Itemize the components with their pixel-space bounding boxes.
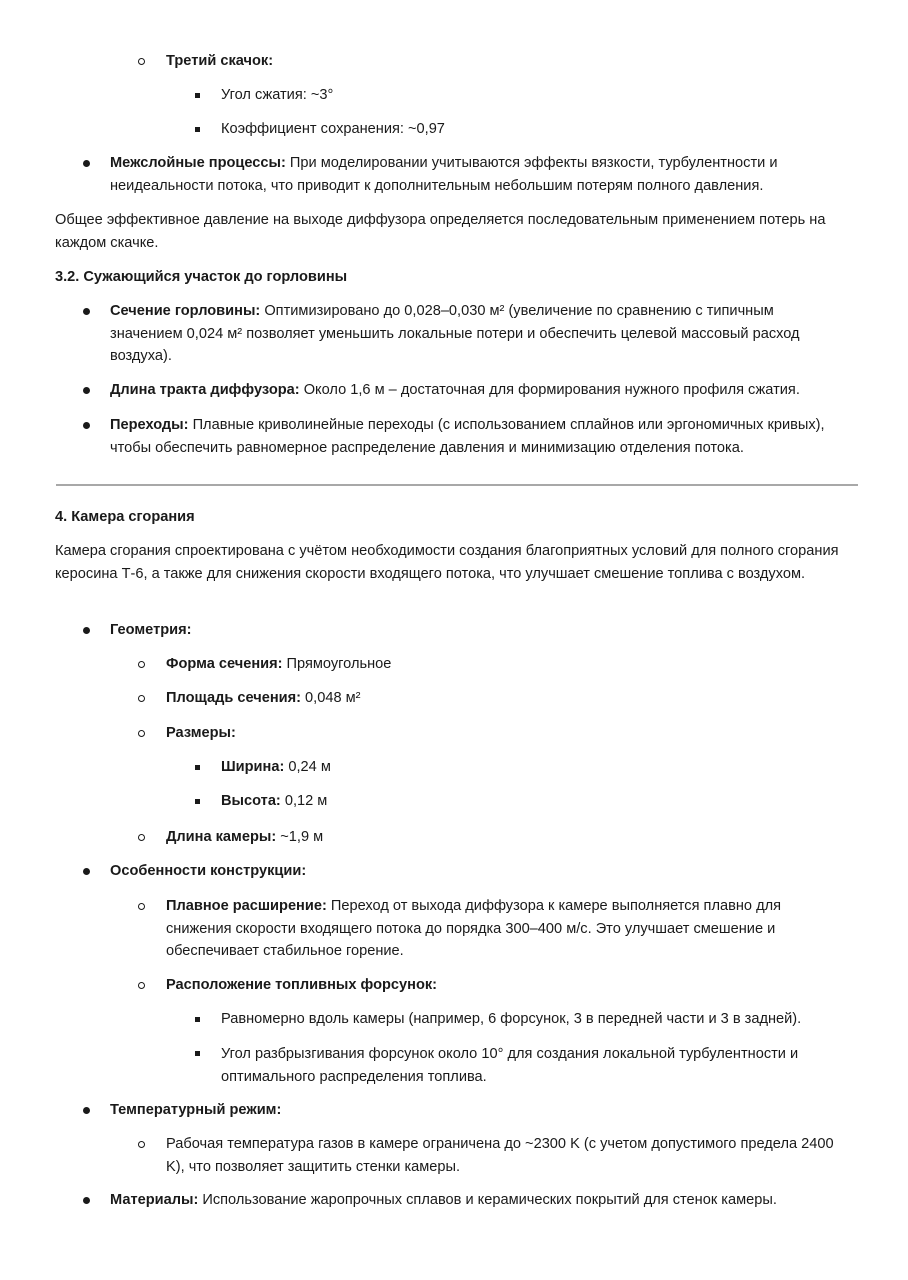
interlayer-label: Межслойные процессы: [110,155,286,171]
materials-label: Материалы: [110,1192,199,1208]
square-bullet-icon [195,127,200,132]
temperature-text: Рабочая температура газов в камере ограничена до ~2300 K (с учетом допустимого предела 2400 K), что позволяет защитить стенки камеры. [166,1136,834,1175]
circle-bullet-icon [138,982,145,989]
area-item [166,687,361,710]
jump3-angle: Угол сжатия: ~3° [221,87,334,103]
materials-item [110,1189,870,1212]
expansion-item [166,895,846,963]
section4-intro: Камера сгорания спроектирована с учётом необходимости создания благоприятных условий для полного сгорания керосина Т-6, а также для снижения скорости входящего потока, что улучшает смешение топлива с воздухом. [55,543,839,582]
jump3-title: Третий скачок: [166,53,274,69]
item-text: Около 1,6 м – достаточная для формирования нужного профиля сжатия. [299,382,800,398]
width-label: Ширина: [221,759,285,775]
disc-bullet-icon [83,387,90,394]
interlayer-item [110,152,840,197]
horizontal-divider [56,484,858,486]
square-bullet-icon [195,799,200,804]
disc-bullet-icon [83,160,90,167]
disc-bullet-icon [83,1197,90,1204]
section32-item [110,300,850,368]
length-item [166,826,323,849]
width-value: 0,24 м [284,759,331,775]
length-value: ~1,9 м [276,829,324,845]
interlayer-text: При моделировании учитываются эффекты вязкости, турбулентности и неидеальности потока, что приводит к дополнительным небольшим потерям полного давления. [110,155,778,194]
shape-value: Прямоугольное [282,656,392,672]
circle-bullet-icon [138,58,145,65]
disc-bullet-icon [83,308,90,315]
circle-bullet-icon [138,661,145,668]
expansion-label: Плавное расширение: [166,898,327,914]
circle-bullet-icon [138,695,145,702]
item-text: Плавные криволинейные переходы (с использованием сплайнов или эргономичных кривых), чтобы обеспечить равномерное распределение давления и минимизацию отделения потока. [110,417,825,456]
summary-paragraph: Общее эффективное давление на выходе диффузора определяется последовательным применением потерь на каждом скачке. [55,212,826,251]
injectors-item: Угол разбрызгивания форсунок около 10° для создания локальной турбулентности и оптимального распределения топлива. [221,1046,799,1085]
disc-bullet-icon [83,1107,90,1114]
jump3-coef: Коэффициент сохранения: ~0,97 [221,121,445,137]
circle-bullet-icon [138,1141,145,1148]
disc-bullet-icon [83,422,90,429]
disc-bullet-icon [83,627,90,634]
temperature-label: Температурный режим: [110,1102,282,1118]
geometry-label: Геометрия: [110,622,192,638]
height-item [221,790,327,813]
injectors-item: Равномерно вдоль камеры (например, 6 форсунок, 3 в передней части и 3 в задней). [221,1011,802,1027]
circle-bullet-icon [138,834,145,841]
circle-bullet-icon [138,903,145,910]
item-text: Оптимизировано до 0,028–0,030 м² (увеличение по сравнению с типичным значением 0,024 м² позволяет уменьшить локальные потери и обеспечить целевой массовый расход воздуха). [110,303,800,364]
section-32-heading: 3.2. Сужающийся участок до горловины [55,269,348,285]
height-value: 0,12 м [280,793,328,809]
section32-item [110,379,850,402]
length-label: Длина камеры: [166,829,277,845]
width-item [221,756,331,779]
section32-item [110,414,860,459]
design-label: Особенности конструкции: [110,863,307,879]
expansion-text: Переход от выхода диффузора к камере выполняется плавно для снижения скорости входящего потока до порядка 300–400 м/с. Это улучшает смешение и обеспечивает стабильное горение. [166,898,782,959]
materials-text: Использование жаропрочных сплавов и керамических покрытий для стенок камеры. [198,1192,777,1208]
item-label: Длина тракта диффузора: [110,382,300,398]
dims-label: Размеры: [166,725,236,741]
square-bullet-icon [195,1051,200,1056]
disc-bullet-icon [83,868,90,875]
shape-item [166,653,391,676]
square-bullet-icon [195,93,200,98]
square-bullet-icon [195,765,200,770]
height-label: Высота: [221,793,281,809]
item-label: Переходы: [110,417,189,433]
square-bullet-icon [195,1017,200,1022]
area-value: 0,048 м² [301,690,361,706]
area-label: Площадь сечения: [166,690,301,706]
injectors-label: Расположение топливных форсунок: [166,977,438,993]
circle-bullet-icon [138,730,145,737]
shape-label: Форма сечения: [166,656,283,672]
item-label: Сечение горловины: [110,303,261,319]
section-4-heading: 4. Камера сгорания [55,509,195,525]
